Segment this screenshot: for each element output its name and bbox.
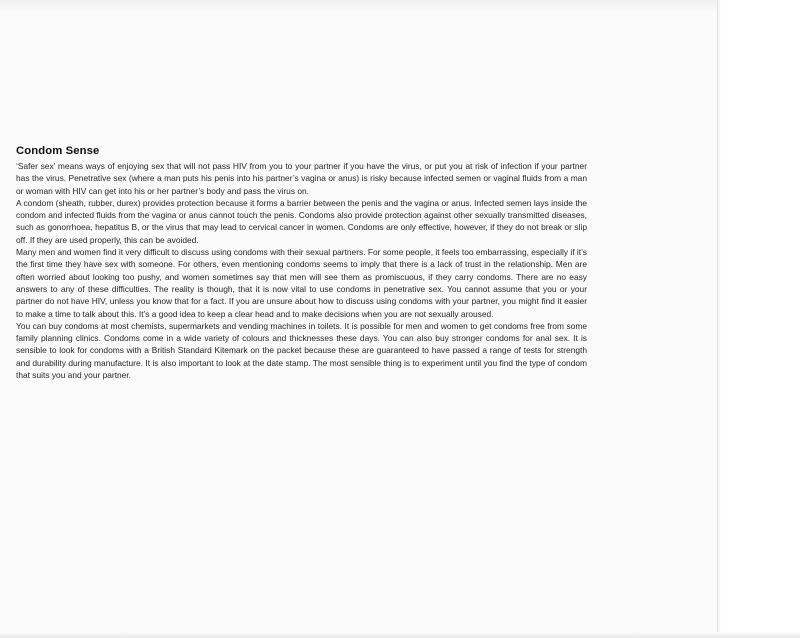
scan-shadow-top bbox=[0, 0, 718, 12]
scan-shadow-bottom bbox=[0, 632, 800, 638]
article-heading: Condom Sense bbox=[16, 145, 100, 157]
article-paragraph-safer-sex: ‘Safer sex’ means ways of enjoying sex that will not pass HIV from you to your partner if you have the virus, or put you at risk of infection if your partner has the virus. Penetrative sex (where a man puts his penis into his partner’s vagina or anus) is risky because infected semen or vaginal fluids from a man or woman with HIV can get into his or her partner’s body and pass the virus on. bbox=[16, 161, 587, 196]
article-paragraph-discussing-condoms: Many men and women find it very difficult to discuss using condoms with their sexual partners. For some people, it feels too embarrassing, especially if it’s the first time they have sex with someone. For others, even mentioning condoms seems to imply that there is a lack of trust in the relationship. Men are often worried about looking too pushy, and women sometimes say that men will see them as promiscuous, if they carry condoms. There are no easy answers to any of these difficulties. The reality is though, that it is now vital to use condoms in penetrative sex. You cannot assume that you or your partner do not have HIV, unless you know that for a fact. If you are unsure about how to discuss using condoms with your partner, you might find it easier to make a time to talk about this. It’s a good idea to keep a clear head and to make decisions when you are not sexually aroused. bbox=[16, 247, 587, 319]
scan-page-edge-right bbox=[717, 0, 800, 638]
article bbox=[16, 144, 587, 381]
article-paragraph-buying-condoms: You can buy condoms at most chemists, supermarkets and vending machines in toilets. It is possible for men and women to get condoms free from some family planning clinics. Condoms come in a wide variety of colours and thicknesses these days. You can also buy stronger condoms for anal sex. It is sensible to look for condoms with a British Standard Kitemark on the packet because these are guaranteed to have passed a range of tests for strength and durability during manufacture. It is also important to look at the date stamp. The most sensible thing is to experiment until you find the type of condom that suits you and your partner. bbox=[16, 320, 587, 381]
article-paragraph-condom-protection: A condom (sheath, rubber, durex) provides protection because it forms a barrier between the penis and the vagina or anus. Infected semen lays inside the condom and infected fluids from the vagina or anus cannot touch the penis. Condoms also provide protection against other sexually transmitted diseases, such as gonorrhoea, hepatitus B, or the virus that may lead to cervical cancer in women. Condoms are only effective, however, if they do not break or slip off. If they are used properly, this can be avoided. bbox=[16, 197, 587, 245]
